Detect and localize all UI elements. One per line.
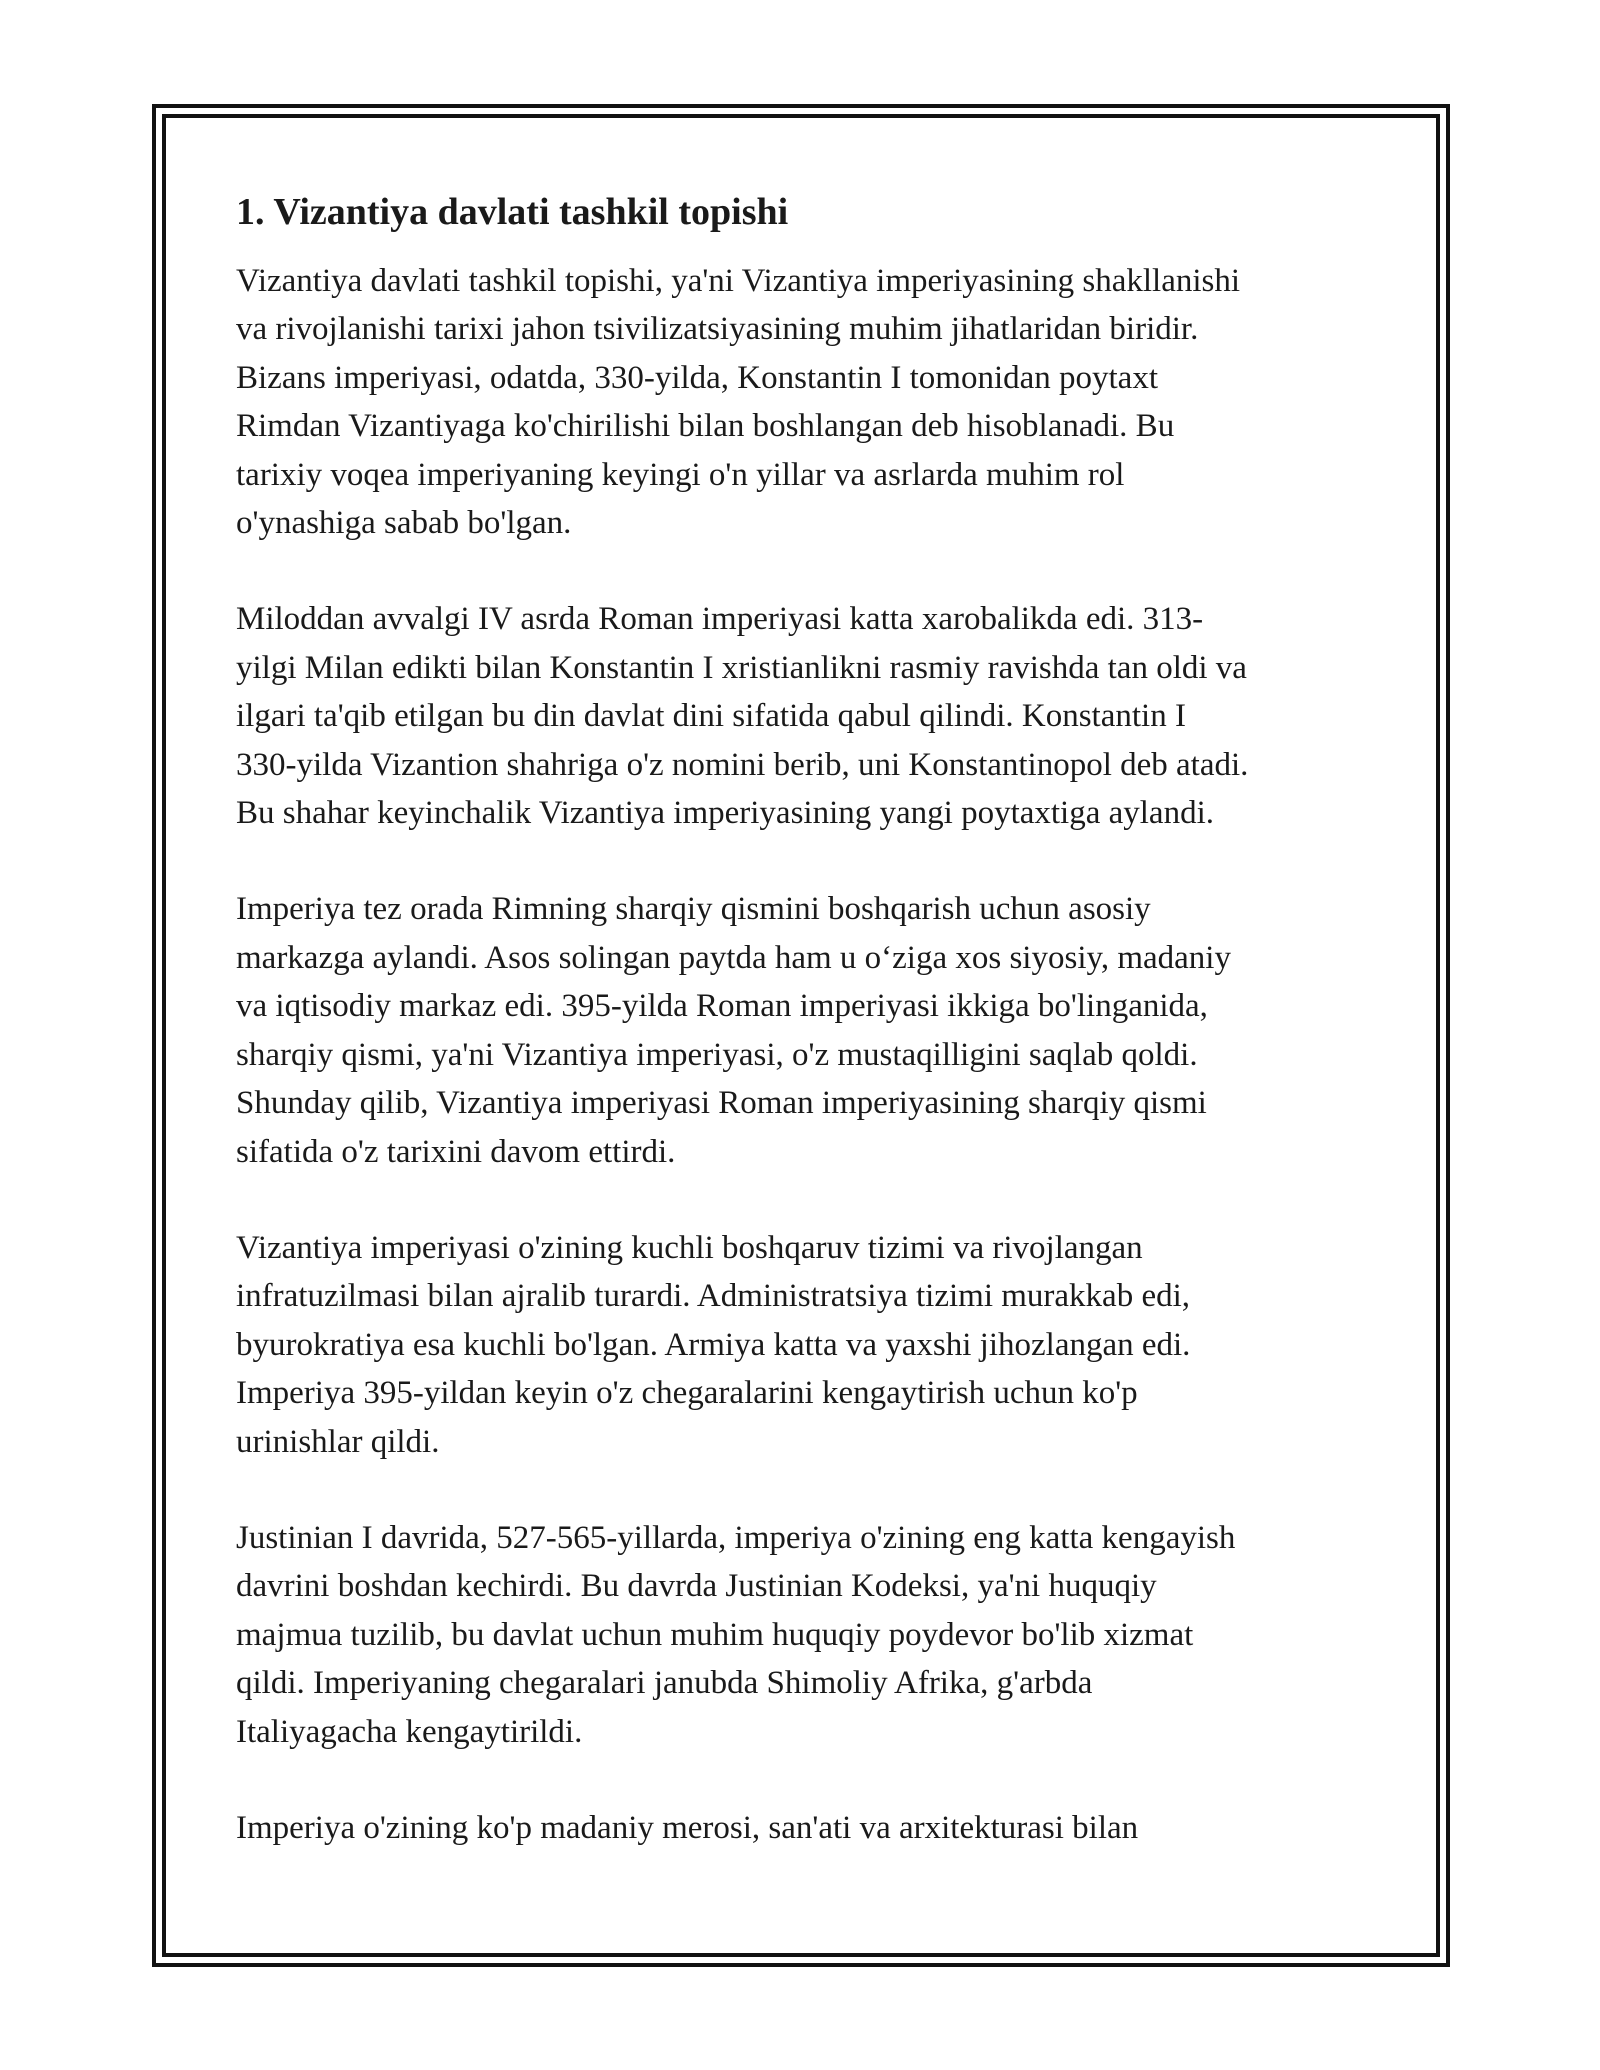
paragraph-line: sharqiy qismi, ya'ni Vizantiya imperiyasi, o'z mustaqilligini saqlab qoldi. [236,1036,1198,1073]
paragraph-line: va rivojlanishi tarixi jahon tsivilizatsiyasining muhim jihatlaridan biridir. [236,311,1199,348]
paragraph-line: qildi. Imperiyaning chegaralari janubda Shimoliy Afrika, g'arbda [236,1665,1093,1702]
paragraph-line: infratuzilmasi bilan ajralib turardi. Administratsiya tizimi murakkab edi, [236,1278,1191,1315]
paragraph-line: Vizantiya davlati tashkil topishi, ya'ni Vizantiya imperiyasining shakllanishi [236,263,1241,299]
paragraph-line: majmua tuzilib, bu davlat uchun muhim huquqiy poydevor bo'lib xizmat [236,1616,1194,1653]
paragraph [236,257,1386,547]
paragraph-line: o'ynashiga sabab bo'lgan. [236,505,572,542]
paragraph-line: ilgari ta'qib etilgan bu din davlat dini sifatida qabul qilindi. Konstantin I [236,698,1186,735]
paragraph-line: va iqtisodiy markaz edi. 395-yilda Roman imperiyasi ikkiga bo'linganida, [236,988,1208,1025]
paragraph-line: markazga aylandi. Asos solingan paytda ham u o‘ziga xos siyosiy, madaniy [236,939,1231,976]
document-title: 1. Vizantiya davlati tashkil topishi [236,191,789,233]
paragraph [236,595,1386,837]
paragraph-line: Italiyagacha kengaytirildi. [236,1713,583,1750]
paragraph-line: urinishlar qildi. [236,1423,440,1460]
document-body [236,188,1386,1900]
paragraph-line: Bu shahar keyinchalik Vizantiya imperiyasining yangi poytaxtiga aylandi. [236,795,1214,832]
paragraph-line: davrini boshdan kechirdi. Bu davrda Justinian Kodeksi, ya'ni huquqiy [236,1568,1157,1605]
paragraph-line: byurokratiya esa kuchli bo'lgan. Armiya katta va yaxshi jihozlangan edi. [236,1326,1191,1363]
paragraph-line: Imperiya 395-yildan keyin o'z chegaralarini kengaytirish uchun ko'p [236,1375,1138,1412]
paragraph [236,1514,1386,1756]
paragraph [236,1224,1386,1466]
paragraph [236,1804,1386,1852]
paragraph-line: Bizans imperiyasi, odatda, 330-yilda, Konstantin I tomonidan poytaxt [236,359,1159,396]
paragraph-line: Justinian I davrida, 527-565-yillarda, imperiya o'zining eng katta kengayish [236,1519,1236,1556]
paragraph-line: Rimdan Vizantiyaga ko'chirilishi bilan boshlangan deb hisoblanadi. Bu [236,408,1175,445]
paragraph-container [236,257,1386,1852]
paragraph-line: Shunday qilib, Vizantiya imperiyasi Roman imperiyasining sharqiy qismi [236,1085,1207,1122]
paragraph-line: Imperiya tez orada Rimning sharqiy qismini boshqarish uchun asosiy [236,891,1151,928]
paragraph-line: Miloddan avvalgi IV asrda Roman imperiyasi katta xarobalikda edi. 313- [236,601,1204,638]
paragraph-line: yilgi Milan edikti bilan Konstantin I xristianlikni rasmiy ravishda tan oldi va [236,649,1247,686]
paragraph-line: tarixiy voqea imperiyaning keyingi o'n yillar va asrlarda muhim rol [236,456,1125,493]
paragraph-line: sifatida o'z tarixini davom ettirdi. [236,1133,676,1170]
paragraph [236,885,1386,1175]
paragraph-line: 330-yilda Vizantion shahriga o'z nomini berib, uni Konstantinopol deb atadi. [236,746,1249,783]
paragraph-line: Vizantiya imperiyasi o'zining kuchli boshqaruv tizimi va rivojlangan [236,1229,1143,1266]
paragraph-line: Imperiya o'zining ko'p madaniy merosi, san'ati va arxitekturasi bilan [236,1809,1139,1846]
